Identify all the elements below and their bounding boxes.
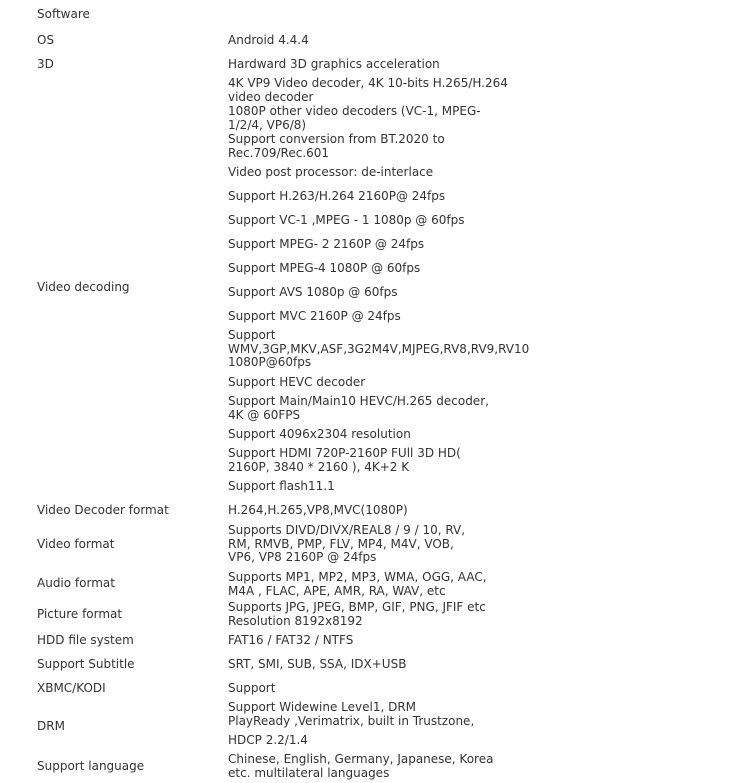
video-decoding-value: Support conversion from BT.2020 to Rec.709/Rec.601 [228,132,445,160]
video-decoding-value: Support 4096x2304 resolution [228,427,411,441]
video-format-value: Supports DIVD/DIVX/REAL8 / 9 / 10, RV, RM, RMVB, PMP, FLV, MP4, M4V, VOB, VP6, VP8 2160P @ 24fps [228,523,466,564]
video-decoding-label: Video decoding [37,280,130,294]
video-decoding-value: 1080P other video decoders (VC-1, MPEG-1/2/4, VP6/8) [228,104,481,132]
video-decoding-value: Video post processor: de-interlace [228,165,434,179]
os-value: Android 4.4.4 [228,33,309,47]
language-value: Chinese, English, Germany, Japanese, Korea etc. multilateral languages [228,752,494,780]
video-decoding-value: Support AVS 1080p @ 60fps [228,285,398,299]
3d-value: Hardward 3D graphics acceleration [228,57,440,71]
video-format-label: Video format [37,537,115,551]
hdd-value: FAT16 / FAT32 / NTFS [228,633,354,647]
kodi-label: XBMC/KODI [37,681,106,695]
os-label: OS [37,33,55,47]
decoder-format-label: Video Decoder format [37,503,169,517]
subtitle-value: SRT, SMI, SUB, SSA, IDX+USB [228,657,407,671]
video-decoding-value: 4K VP9 Video decoder, 4K 10-bits H.265/H.264 video decoder [228,76,508,104]
video-decoding-value: Support WMV,3GP,MKV,ASF,3G2M4V,MJPEG,RV8,RV9,RV10 1080P@60fps [228,328,530,369]
3d-label: 3D [37,57,54,71]
video-decoding-value: Support VC-1 ,MPEG - 1 1080p @ 60fps [228,213,465,227]
video-decoding-value: Support MPEG-4 1080P @ 60fps [228,261,421,275]
hdd-label: HDD file system [37,633,134,647]
video-decoding-value: Support MVC 2160P @ 24fps [228,309,401,323]
subtitle-label: Support Subtitle [37,657,135,671]
picture-format-value: Resolution 8192x8192 [228,614,363,628]
video-decoding-value: Support Main/Main10 HEVC/H.265 decoder, 4K @ 60FPS [228,394,489,422]
audio-format-label: Audio format [37,576,115,590]
video-decoding-value: Support flash11.1 [228,479,335,493]
language-label: Support language [37,759,145,773]
video-decoding-value: Support HDMI 720P-2160P FUll 3D HD( 2160P, 3840 * 2160 ), 4K+2 K [228,446,461,474]
kodi-value: Support [228,681,276,695]
picture-format-label: Picture format [37,607,123,621]
video-decoding-value: Support H.263/H.264 2160P@ 24fps [228,189,446,203]
picture-format-value: Supports JPG, JPEG, BMP, GIF, PNG, JFIF etc [228,600,486,614]
drm-value: HDCP 2.2/1.4 [228,733,308,747]
decoder-format-value: H.264,H.265,VP8,MVC(1080P) [228,503,408,517]
section-title: Software [37,7,90,21]
drm-label: DRM [37,719,65,733]
video-decoding-value: Support HEVC decoder [228,375,366,389]
video-decoding-value: Support MPEG- 2 2160P @ 24fps [228,237,425,251]
audio-format-value: Supports MP1, MP2, MP3, WMA, OGG, AAC, M4A , FLAC, APE, AMR, RA, WAV, etc [228,570,487,598]
drm-value: Support Widewine Level1, DRM PlayReady ,Verimatrix, built in Trustzone, [228,700,475,728]
